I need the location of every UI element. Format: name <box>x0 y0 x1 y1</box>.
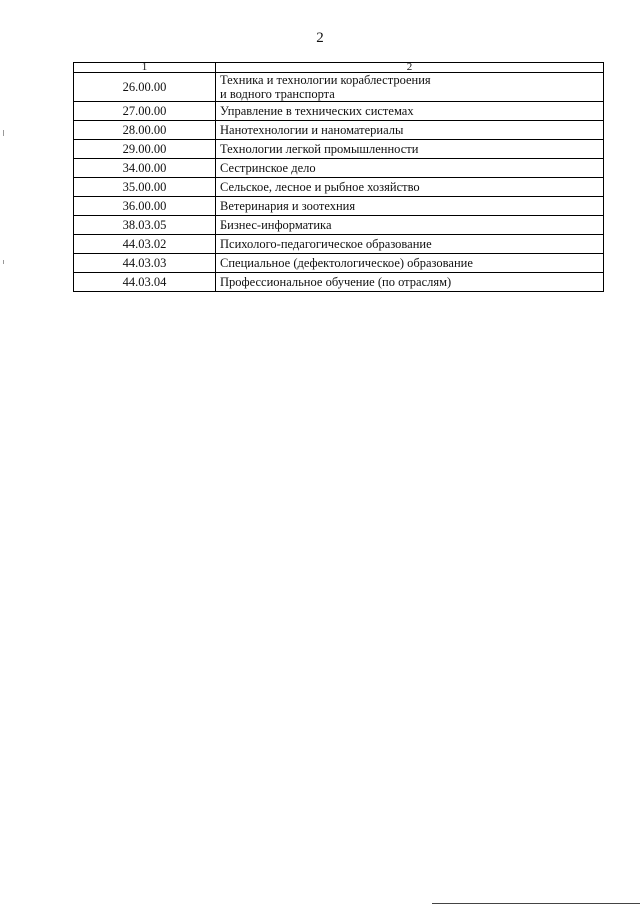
row-name: Бизнес-информатика <box>216 216 604 235</box>
specialties-table <box>73 62 604 292</box>
row-name: Управление в технических системах <box>216 102 604 121</box>
table-row <box>74 273 604 292</box>
row-code: 38.03.05 <box>74 216 216 235</box>
row-code: 35.00.00 <box>74 178 216 197</box>
row-name: Сельское, лесное и рыбное хозяйство <box>216 178 604 197</box>
table-row <box>74 159 604 178</box>
row-code: 26.00.00 <box>74 73 216 102</box>
table-row <box>74 140 604 159</box>
page-number: 2 <box>316 30 324 46</box>
row-name: Психолого-педагогическое образование <box>216 235 604 254</box>
row-name: Сестринское дело <box>216 159 604 178</box>
row-name: Ветеринария и зоотехния <box>216 197 604 216</box>
column-header-1: 1 <box>74 63 216 73</box>
row-code: 44.03.03 <box>74 254 216 273</box>
row-code: 44.03.02 <box>74 235 216 254</box>
row-name: Специальное (дефектологическое) образование <box>216 254 604 273</box>
table-row <box>74 178 604 197</box>
row-code: 34.00.00 <box>74 159 216 178</box>
scan-artifact <box>3 130 4 136</box>
table-row <box>74 197 604 216</box>
table-row <box>74 121 604 140</box>
table-row <box>74 216 604 235</box>
row-name: Техника и технологии кораблестроения и водного транспорта <box>216 73 604 102</box>
table-row <box>74 73 604 102</box>
column-header-2: 2 <box>216 63 604 73</box>
table-row <box>74 102 604 121</box>
row-name: Технологии легкой промышленности <box>216 140 604 159</box>
table-row <box>74 235 604 254</box>
row-code: 28.00.00 <box>74 121 216 140</box>
row-code: 44.03.04 <box>74 273 216 292</box>
scan-artifact <box>3 260 4 264</box>
row-name: Нанотехнологии и наноматериалы <box>216 121 604 140</box>
row-code: 36.00.00 <box>74 197 216 216</box>
row-code: 29.00.00 <box>74 140 216 159</box>
table-row <box>74 254 604 273</box>
table-header-row <box>74 63 604 73</box>
scan-edge-line <box>432 903 640 904</box>
row-code: 27.00.00 <box>74 102 216 121</box>
row-name: Профессиональное обучение (по отраслям) <box>216 273 604 292</box>
